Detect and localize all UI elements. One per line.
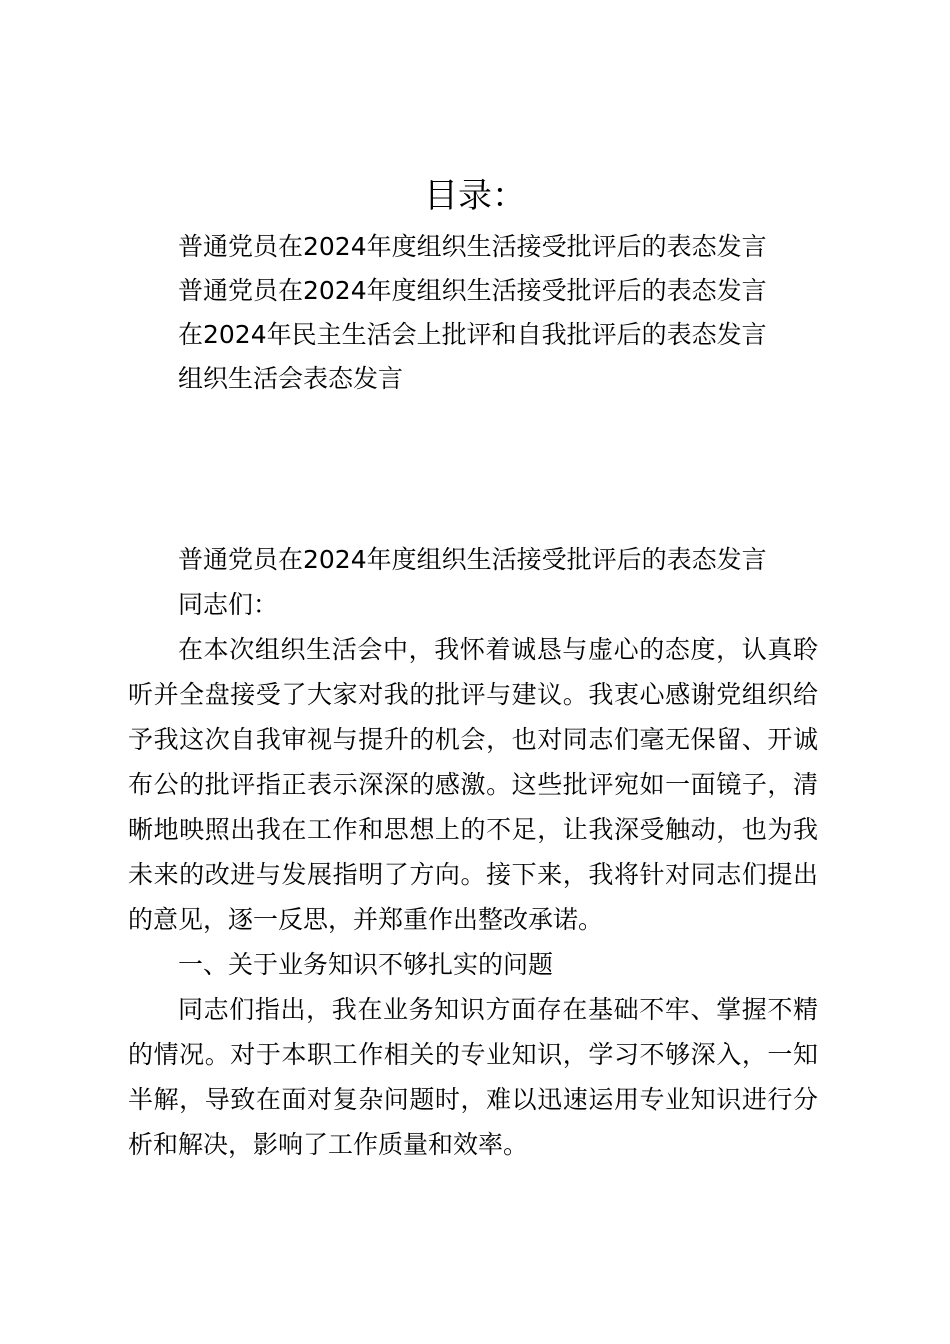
article-body [128,537,818,1167]
paragraph: 在本次组织生活会中，我怀着诚恳与虚心的态度，认真聆听并全盘接受了大家对我的批评与建议。我衷心感谢党组织给予我这次自我审视与提升的机会，也对同志们毫无保留、开诚布公的批评指正表示深深的感激。这些批评宛如一面镜子，清晰地映照出我在工作和思想上的不足，让我深受触动，也为我未来的改进与发展指明了方向。接下来，我将针对同志们提出的意见，逐一反思，并郑重作出整改承诺。 [128,635,818,934]
toc-item: 普通党员在2024年度组织生活接受批评后的表态发言 [178,232,767,261]
section-heading: 一、关于业务知识不够扎实的问题 [178,950,554,979]
salutation: 同志们： [178,590,279,619]
toc-item: 普通党员在2024年度组织生活接受批评后的表态发言 [178,276,767,305]
toc-title: 目录： [424,176,526,216]
toc-item: 组织生活会表态发言 [178,364,404,393]
toc-item: 在2024年民主生活会上批评和自我批评后的表态发言 [178,320,767,349]
paragraph: 同志们指出，我在业务知识方面存在基础不牢、掌握不精的情况。对于本职工作相关的专业知识，学习不够深入，一知半解，导致在面对复杂问题时，难以迅速运用专业知识进行分析和解决，影响了工作质量和效率。 [128,995,818,1159]
article-title: 普通党员在2024年度组织生活接受批评后的表态发言 [178,545,767,574]
toc-list [178,225,878,401]
